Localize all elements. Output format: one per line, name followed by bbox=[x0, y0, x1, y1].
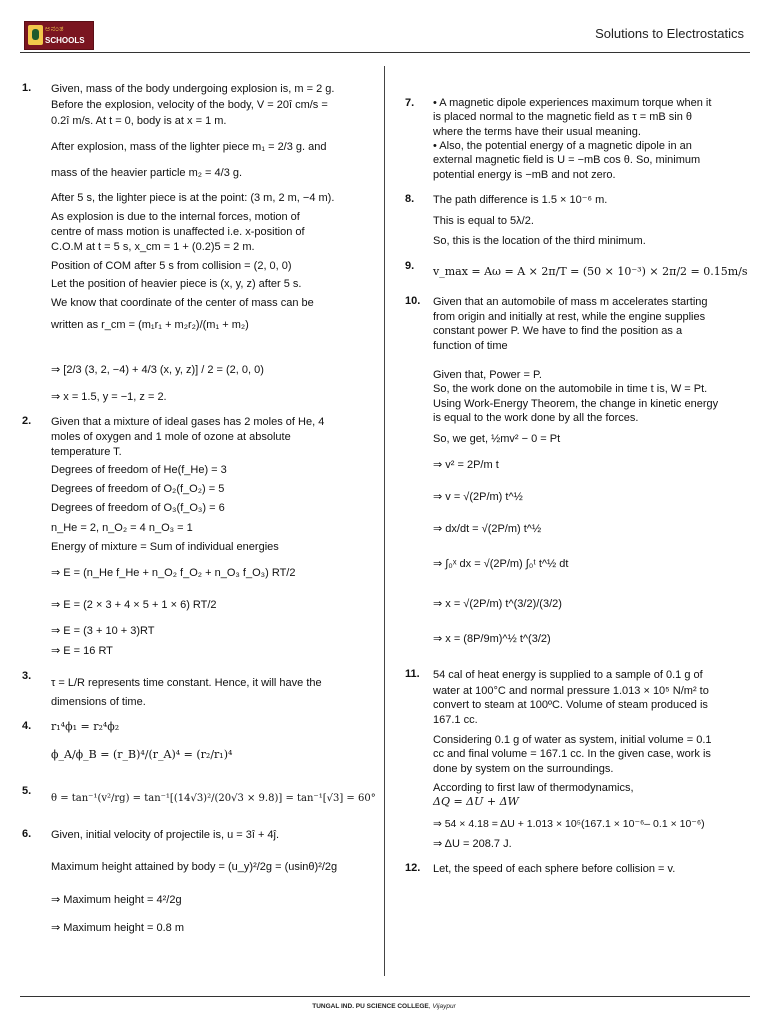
question-number: 9. bbox=[405, 260, 415, 272]
q11-line-4: 167.1 cc. bbox=[433, 714, 478, 726]
question-number: 5. bbox=[22, 785, 32, 797]
q2-line-1: Given that a mixture of ideal gases has 2 moles of He, 4 bbox=[51, 416, 325, 428]
q2-line-5: Degrees of freedom of O₂(f_O₂) = 5 bbox=[51, 483, 225, 495]
question-number: 1. bbox=[22, 82, 32, 94]
q11-line-6: cc and final volume = 167.1 cc. In the given case, work is bbox=[433, 748, 711, 760]
q10-line-6: So, the work done on the automobile in time t is, W = Pt. bbox=[433, 383, 708, 395]
q9-line-1: v_max = Aω = A × 2π/T = (50 × 10⁻³) × 2π/2 = 0.15m/s bbox=[433, 265, 748, 278]
q2-line-10: ⇒ E = (2 × 3 + 4 × 5 + 1 × 6) RT/2 bbox=[51, 599, 217, 611]
q11-line-11: ⇒ ΔU = 208.7 J. bbox=[433, 838, 512, 850]
q1-line-7: As explosion is due to the internal forces, motion of bbox=[51, 211, 300, 223]
q11-line-3: convert to steam at 100ºC. Volume of steam produced is bbox=[433, 699, 708, 711]
q7-line-6: potential energy is −mB and not zero. bbox=[433, 169, 616, 181]
q10-line-8: is equal to the work done by all the forces. bbox=[433, 412, 639, 424]
q10-line-7: Using Work-Energy Theorem, the change in kinetic energy bbox=[433, 398, 719, 410]
q4-line-1: r₁⁴ϕ₁ = r₂⁴ϕ₂ bbox=[51, 720, 120, 733]
page-title: Solutions to Electrostatics bbox=[595, 26, 744, 41]
q1-line-10: Position of COM after 5 s from collision = (2, 0, 0) bbox=[51, 260, 292, 272]
q6-line-4: ⇒ Maximum height = 0.8 m bbox=[51, 922, 185, 934]
q2-line-7: n_He = 2, n_O₂ = 4 n_O₃ = 1 bbox=[51, 522, 193, 534]
q6-line-2: Maximum height attained by body = (u_y)²/2g = (usinθ)²/2g bbox=[51, 861, 338, 873]
question-number: 4. bbox=[22, 720, 32, 732]
q1-line-12: We know that coordinate of the center of mass can be bbox=[51, 297, 314, 309]
q1-line-15: ⇒ x = 1.5, y = −1, z = 2. bbox=[51, 391, 167, 403]
emblem-icon bbox=[28, 25, 43, 45]
question-number: 2. bbox=[22, 415, 32, 427]
q6-line-1: Given, initial velocity of projectile is, u = 3î + 4ĵ. bbox=[51, 829, 280, 841]
q6-line-3: ⇒ Maximum height = 4²/2g bbox=[51, 894, 182, 906]
q10-line-15: ⇒ x = (8P/9m)^½ t^(3/2) bbox=[433, 633, 551, 645]
q7-line-4: • Also, the potential energy of a magnetic dipole in an bbox=[433, 140, 692, 152]
q8-line-2: This is equal to 5λ/2. bbox=[433, 215, 534, 227]
q1-line-8: centre of mass motion is unaffected i.e. x-position of bbox=[51, 226, 305, 238]
q7-line-1: • A magnetic dipole experiences maximum torque when it bbox=[433, 97, 712, 109]
question-number: 10. bbox=[405, 295, 421, 307]
q1-line-6: After 5 s, the lighter piece is at the point: (3 m, 2 m, −4 m). bbox=[51, 192, 335, 204]
q10-line-1: Given that an automobile of mass m accelerates starting bbox=[433, 296, 708, 308]
q10-line-14: ⇒ x = √(2P/m) t^(3/2)/(3/2) bbox=[433, 598, 562, 610]
q11-line-1: 54 cal of heat energy is supplied to a sample of 0.1 g of bbox=[433, 669, 703, 681]
footer-college: TUNGAL IND. PU SCIENCE COLLEGE bbox=[312, 1003, 429, 1010]
q5-line-1: θ = tan⁻¹(v²/rg) = tan⁻¹[(14√3)²/(20√3 × 9.8)] = tan⁻¹[√3] = 60° bbox=[51, 793, 376, 804]
q2-line-11: ⇒ E = (3 + 10 + 3)RT bbox=[51, 625, 155, 637]
q1-line-14: ⇒ [2/3 (3, 2, −4) + 4/3 (x, y, z)] / 2 = (2, 0, 0) bbox=[51, 364, 264, 376]
school-logo bbox=[24, 21, 94, 50]
question-number: 12. bbox=[405, 862, 421, 874]
q2-line-6: Degrees of freedom of O₃(f_O₃) = 6 bbox=[51, 502, 225, 514]
q10-line-2: from origin and initially at rest, while the engine supplies bbox=[433, 311, 706, 323]
q2-line-4: Degrees of freedom of He(f_He) = 3 bbox=[51, 464, 227, 476]
q1-line-2: Before the explosion, velocity of the body, V = 20î cm/s = bbox=[51, 99, 328, 111]
q1-line-3: 0.2î m/s. At t = 0, body is at x = 1 m. bbox=[51, 115, 227, 127]
q11-line-7: done by system on the surroundings. bbox=[433, 763, 614, 775]
footer-place: , Vijaypur bbox=[428, 1003, 456, 1010]
q10-line-3: constant power P. We have to find the position as a bbox=[433, 325, 683, 337]
page-header bbox=[0, 0, 768, 58]
header-rule bbox=[20, 52, 750, 53]
q10-line-4: function of time bbox=[433, 340, 508, 352]
q10-line-13: ⇒ ∫₀ˣ dx = √(2P/m) ∫₀ᵗ t^½ dt bbox=[433, 558, 569, 570]
q11-line-2: water at 100°C and normal pressure 1.013 × 10⁵ N/m² to bbox=[433, 685, 709, 697]
question-number: 8. bbox=[405, 193, 415, 205]
q1-line-13: written as r_cm = (m₁r₁ + m₂r₂)/(m₁ + m₂) bbox=[51, 319, 249, 331]
q10-line-9: So, we get, ½mv² − 0 = Pt bbox=[433, 433, 561, 445]
q3-line-2: dimensions of time. bbox=[51, 696, 146, 708]
q2-line-2: moles of oxygen and 1 mole of ozone at absolute bbox=[51, 431, 291, 443]
q11-line-10: ⇒ 54 × 4.18 = ΔU + 1.013 × 10⁵(167.1 × 10⁻⁶– 0.1 × 10⁻⁶) bbox=[433, 818, 705, 830]
q8-line-3: So, this is the location of the third minimum. bbox=[433, 235, 646, 247]
q4-line-2: ϕ_A/ϕ_B = (r_B)⁴/(r_A)⁴ = (r₂/r₁)⁴ bbox=[51, 748, 233, 761]
q11-line-5: Considering 0.1 g of water as system, initial volume = 0.1 bbox=[433, 734, 712, 746]
question-number: 3. bbox=[22, 670, 32, 682]
question-number: 6. bbox=[22, 828, 32, 840]
q10-line-5: Given that, Power = P. bbox=[433, 369, 542, 381]
q8-line-1: The path difference is 1.5 × 10⁻⁶ m. bbox=[433, 194, 608, 206]
q3-line-1: τ = L/R represents time constant. Hence, it will have the bbox=[51, 677, 322, 689]
column-divider bbox=[384, 66, 385, 976]
q11-line-8: According to first law of thermodynamics, bbox=[433, 782, 634, 794]
q10-line-10: ⇒ v² = 2P/m t bbox=[433, 459, 499, 471]
q2-line-9: ⇒ E = (n_He f_He + n_O₂ f_O₂ + n_O₃ f_O₃) RT/2 bbox=[51, 567, 296, 579]
q10-line-11: ⇒ v = √(2P/m) t^½ bbox=[433, 491, 523, 503]
q12-line-1: Let, the speed of each sphere before collision = v. bbox=[433, 863, 676, 875]
question-number: 11. bbox=[405, 668, 420, 680]
brand-bottom: SCHOOLS bbox=[45, 36, 85, 45]
q2-line-8: Energy of mixture = Sum of individual energies bbox=[51, 541, 279, 553]
q2-line-3: temperature T. bbox=[51, 446, 122, 458]
q7-line-2: is placed normal to the magnetic field as τ = mB sin θ bbox=[433, 111, 692, 123]
q1-line-4: After explosion, mass of the lighter piece m₁ = 2/3 g. and bbox=[51, 141, 327, 153]
footer-rule bbox=[20, 996, 750, 997]
q1-line-11: Let the position of heavier piece is (x, y, z) after 5 s. bbox=[51, 278, 302, 290]
q1-line-9: C.O.M at t = 5 s, x_cm = 1 + (0.2)5 = 2 m. bbox=[51, 241, 255, 253]
brand-top: ಅನಂತ bbox=[45, 24, 65, 33]
question-number: 7. bbox=[405, 97, 415, 109]
q1-line-1: Given, mass of the body undergoing explosion is, m = 2 g. bbox=[51, 83, 335, 95]
q2-line-12: ⇒ E = 16 RT bbox=[51, 645, 113, 657]
page-footer bbox=[0, 1003, 768, 1010]
q7-line-5: external magnetic field is U = −mB cos θ. So, minimum bbox=[433, 154, 701, 166]
q7-line-3: where the terms have their usual meaning. bbox=[433, 126, 641, 138]
q1-line-5: mass of the heavier particle m₂ = 4/3 g. bbox=[51, 167, 243, 179]
q11-line-9: ΔQ = ΔU + ΔW bbox=[433, 795, 519, 808]
q10-line-12: ⇒ dx/dt = √(2P/m) t^½ bbox=[433, 523, 542, 535]
